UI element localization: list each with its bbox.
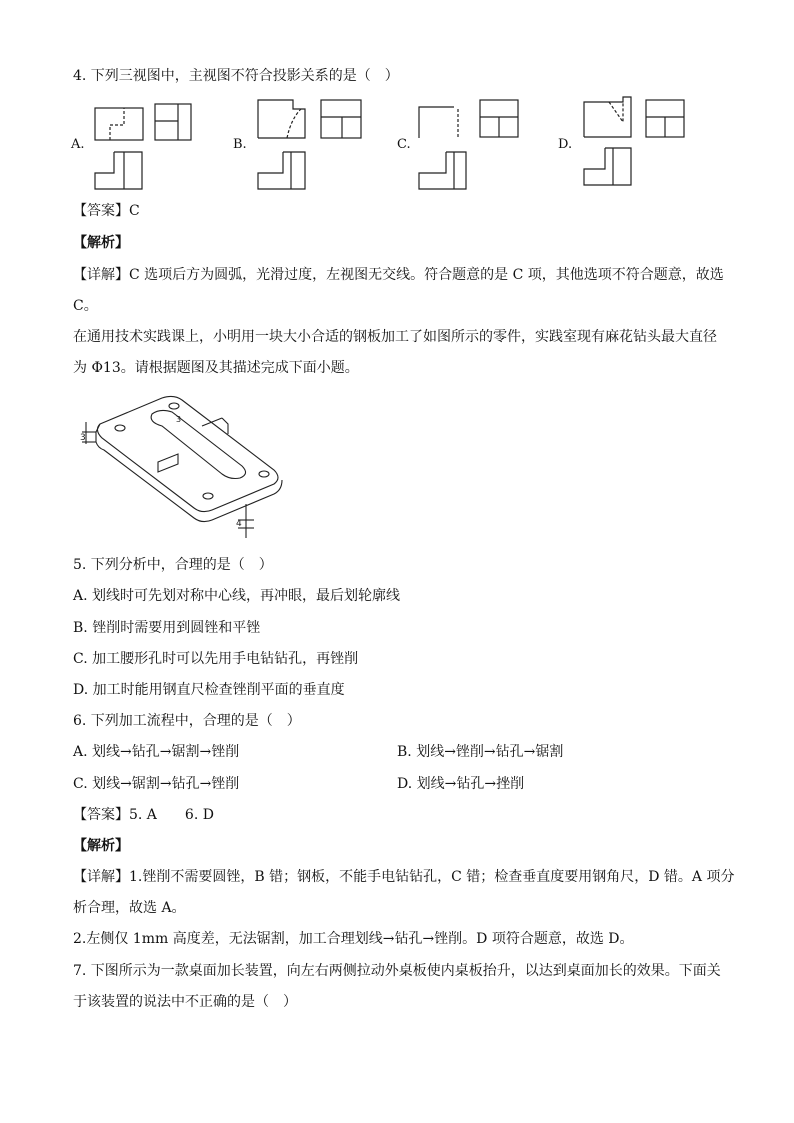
q4-option-d-label: D.	[558, 137, 573, 152]
q6-option-a: A. 划线→钻孔→锯割→锉削	[73, 744, 240, 760]
q4-option-a-label: A.	[71, 137, 85, 152]
q6-option-b: B. 划线→锉削→钻孔→锯割	[397, 744, 564, 760]
dim-label-step: 4	[236, 519, 242, 529]
q6-stem: 6. 下列加工流程中，合理的是（ ）	[73, 713, 301, 729]
dim-label-radius: 3	[176, 415, 182, 424]
q56-detail-line3: 2.左侧仅 1mm 高度差，无法锯割，加工合理划线→钻孔→锉削。D 项符合题意，故选 D。	[73, 931, 634, 947]
q4-analysis-title: 【解析】	[73, 235, 129, 251]
q5-option-c: C. 加工腰形孔时可以先用手电钻钻孔，再锉削	[73, 651, 359, 667]
q4-option-b-front-view	[257, 99, 307, 139]
q4-option-c-top-view	[418, 151, 468, 191]
intro-line1: 在通用技术实践课上，小明用一块大小合适的钢板加工了如图所示的零件，实践室现有麻花钻头最大直径	[73, 329, 717, 345]
q4-option-b-label: B.	[233, 137, 247, 152]
q4-option-a-front-view	[94, 103, 144, 141]
q5-option-b: B. 锉削时需要用到圆锉和平锉	[73, 620, 261, 636]
q4-option-c-front-view	[418, 99, 470, 139]
q5-option-d: D. 加工时能用钢直尺检查锉削平面的垂直度	[73, 682, 345, 698]
q56-answer: 【答案】5. A 6. D	[73, 807, 214, 823]
q56-analysis-title: 【解析】	[73, 838, 129, 854]
q4-stem: 4. 下列三视图中，主视图不符合投影关系的是（ ）	[73, 68, 399, 84]
steel-plate-part-figure	[78, 392, 288, 542]
q4-option-d-front-view	[583, 96, 635, 138]
q4-option-a-side-view	[154, 103, 194, 141]
q4-option-d-top-view	[583, 147, 633, 187]
q7-line1: 7. 下图所示为一款桌面加长装置，向左右两侧拉动外桌板使内桌板抬升，以达到桌面加长的效果。下面关	[73, 963, 721, 979]
q4-detail-line1: 【详解】C 选项后方为圆弧，光滑过度，左视图无交线。符合题意的是 C 项，其他选项不符合题意，故选	[73, 267, 724, 283]
q6-option-c: C. 划线→锯割→钻孔→锉削	[73, 776, 240, 792]
intro-line2: 为 Φ13。请根据题图及其描述完成下面小题。	[73, 360, 359, 376]
q6-option-d: D. 划线→钻孔→挫削	[397, 776, 525, 792]
dim-label-thickness: 3	[80, 433, 86, 443]
q7-line2: 于该装置的说法中不正确的是（ ）	[73, 994, 297, 1010]
q5-stem: 5. 下列分析中，合理的是（ ）	[73, 557, 273, 573]
q4-detail-line2: C。	[73, 298, 98, 314]
q4-option-b-top-view	[257, 151, 307, 191]
q4-option-c-side-view	[479, 99, 523, 139]
q56-detail-line2: 析合理，故选 A。	[73, 900, 186, 916]
q56-detail-line1: 【详解】1.锉削不需要圆锉，B 错；钢板，不能手电钻钻孔，C 错；检查垂直度要用钢角尺，D 错。A 项分	[73, 869, 735, 885]
q5-option-a: A. 划线时可先划对称中心线，再冲眼，最后划轮廓线	[73, 588, 401, 604]
q4-answer: 【答案】C	[73, 203, 140, 219]
q4-option-d-side-view	[645, 99, 689, 139]
q4-option-b-side-view	[320, 99, 364, 139]
q4-option-a-top-view	[94, 151, 144, 191]
q4-option-c-label: C.	[397, 137, 411, 152]
